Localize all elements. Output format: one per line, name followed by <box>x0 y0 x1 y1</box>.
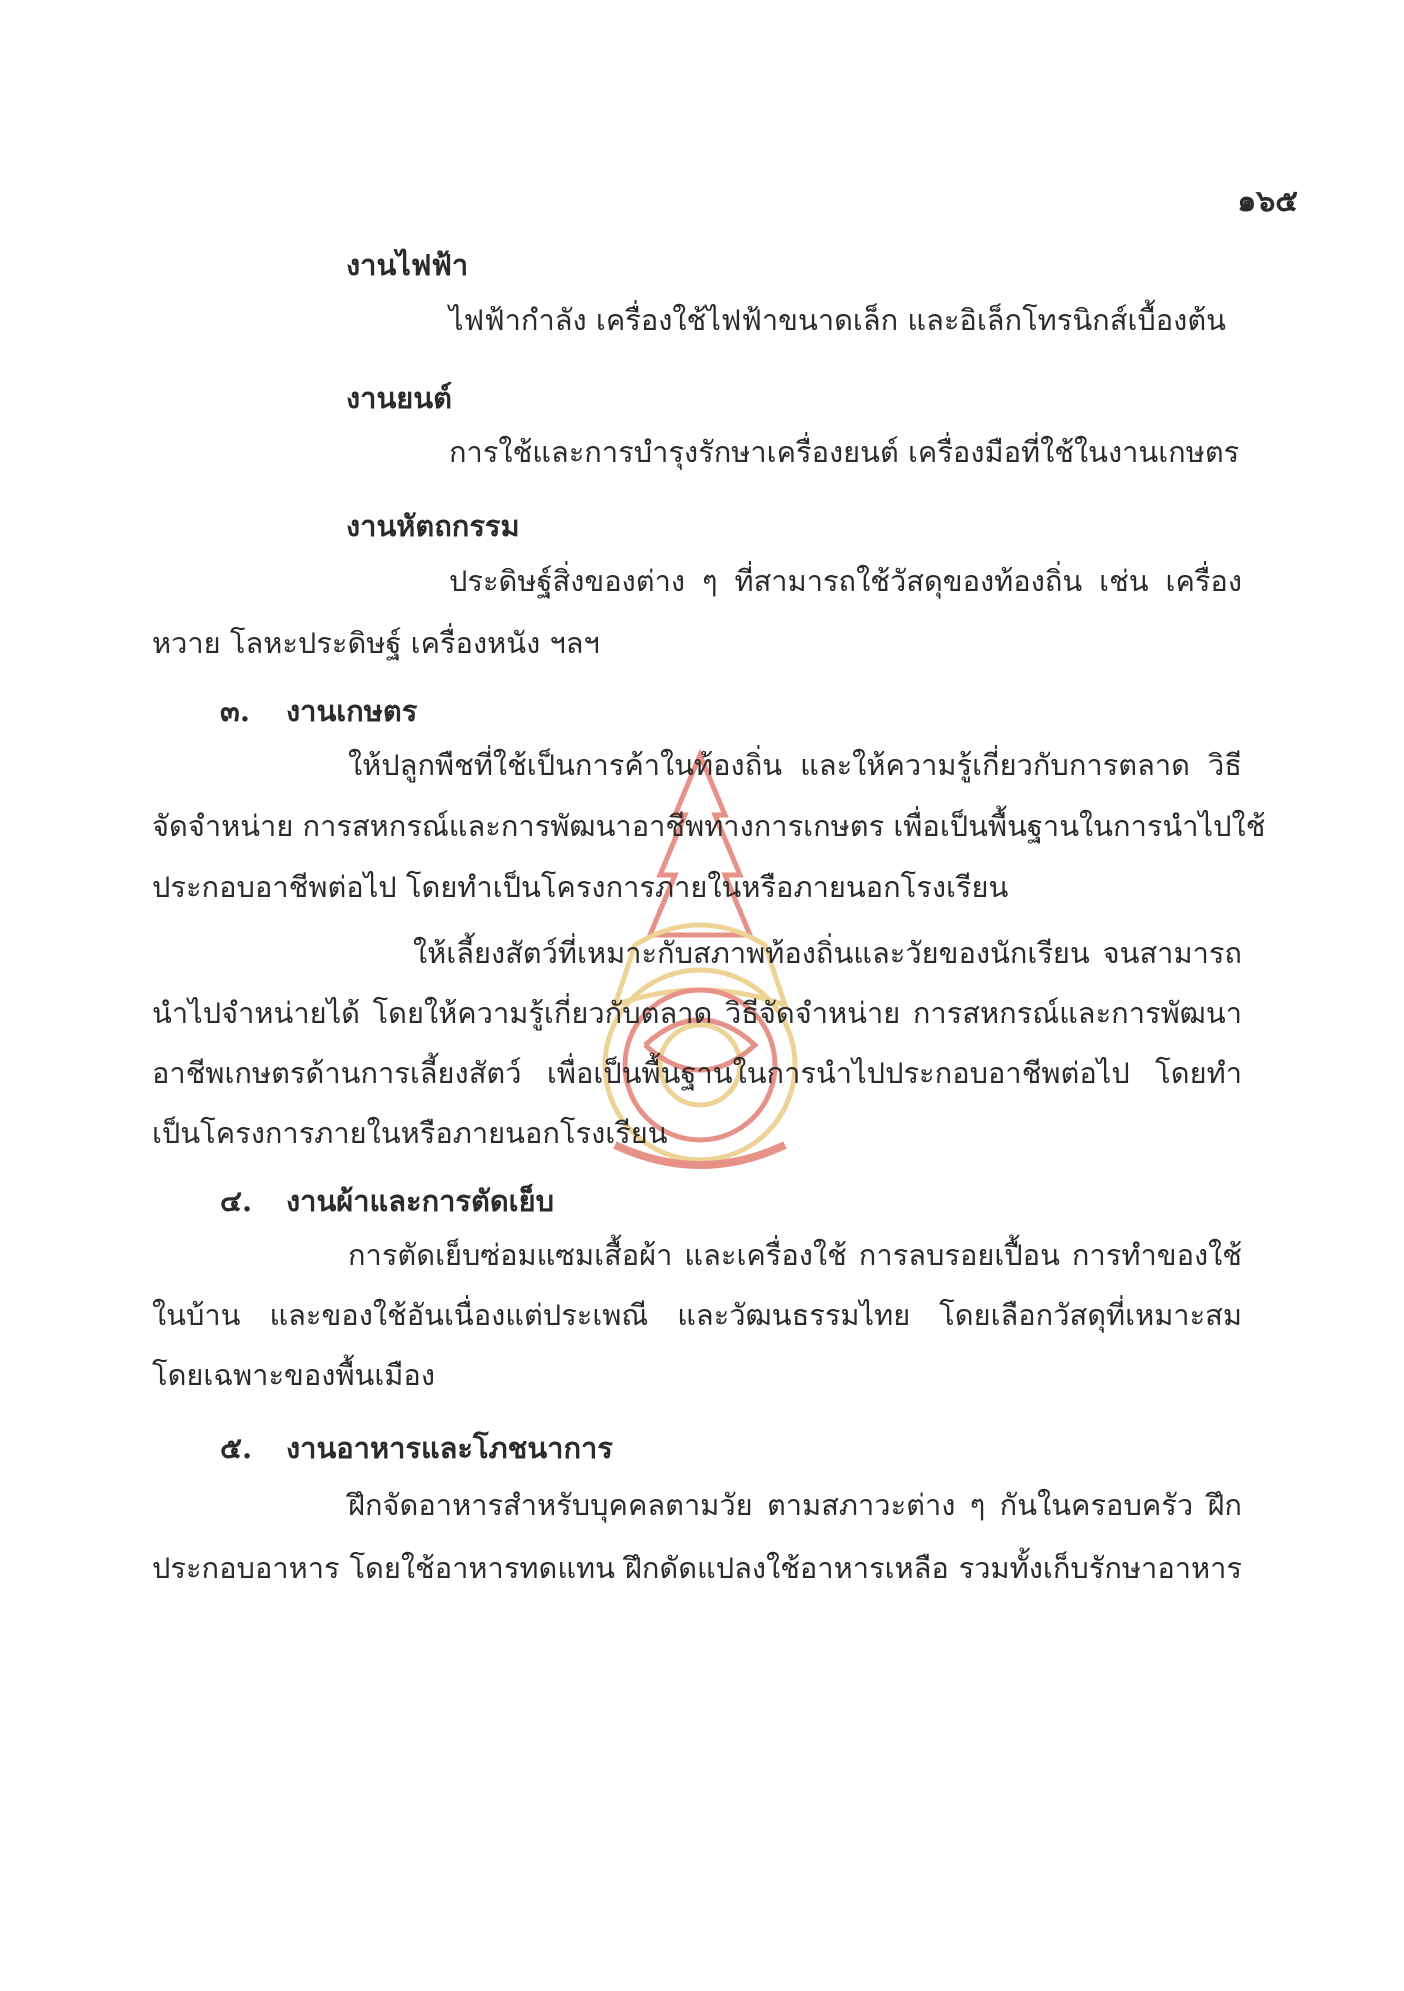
text-electric: ไฟฟ้ากำลัง เครื่องใช้ไฟฟ้าขนาดเล็ก และอิเล็กโทรนิกส์เบื้องต้น <box>449 303 1226 337</box>
text-sewing-line2: ในบ้าน และของใช้อันเนื่องแต่ประเพณี และวัฒนธรรมไทย โดยเลือกวัสดุที่เหมาะสม <box>152 1298 1242 1332</box>
heading-craft: งานหัตถกรรม <box>346 509 520 543</box>
section-number: ๔. <box>220 1184 253 1218</box>
text-agri-p2-line4: เป็นโครงการภายในหรือภายนอกโรงเรียน <box>152 1116 668 1150</box>
heading-agriculture <box>220 688 417 734</box>
text-agri-p2-line2: นำไปจำหน่ายได้ โดยให้ความรู้เกี่ยวกับตลาด วิธีจัดจำหน่าย การสหกรณ์และการพัฒนา <box>152 996 1242 1030</box>
text-craft-line2: หวาย โลหะประดิษฐ์ เครื่องหนัง ฯลฯ <box>152 626 600 660</box>
section-title: งานเกษตร <box>286 694 418 728</box>
text-craft-line1: ประดิษฐ์สิ่งของต่าง ๆ ที่สามารถใช้วัสดุของท้องถิ่น เช่น เครื่อง <box>449 564 1242 598</box>
heading-electric: งานไฟฟ้า <box>346 248 469 282</box>
heading-food <box>220 1425 613 1471</box>
text-agri-p2-line1: ให้เลี้ยงสัตว์ที่เหมาะกับสภาพท้องถิ่นและวัยของนักเรียน จนสามารถ <box>413 936 1242 970</box>
text-engine: การใช้และการบำรุงรักษาเครื่องยนต์ เครื่องมือที่ใช้ในงานเกษตร <box>449 435 1240 469</box>
page-number: ๑๖๕ <box>1237 184 1298 219</box>
heading-engine: งานยนต์ <box>346 381 452 415</box>
text-sewing-line1: การตัดเย็บซ่อมแซมเสื้อผ้า และเครื่องใช้ การลบรอยเปื้อน การทำของใช้ <box>348 1238 1242 1272</box>
text-food-line1: ฝึกจัดอาหารสำหรับบุคคลตามวัย ตามสภาวะต่าง ๆ กันในครอบครัว ฝึก <box>348 1488 1242 1522</box>
text-agri-p1-line1: ให้ปลูกพืชที่ใช้เป็นการค้าในท้องถิ่น และให้ความรู้เกี่ยวกับการตลาด วิธี <box>348 748 1242 782</box>
text-agri-p2-line3: อาชีพเกษตรด้านการเลี้ยงสัตว์ เพื่อเป็นพื้นฐานในการนำไปประกอบอาชีพต่อไป โดยทำ <box>152 1056 1242 1090</box>
section-title: งานอาหารและโภชนาการ <box>286 1431 613 1465</box>
text-agri-p1-line3: ประกอบอาชีพต่อไป โดยทำเป็นโครงการภายในหรือภายนอกโรงเรียน <box>152 870 1009 904</box>
section-title: งานผ้าและการตัดเย็บ <box>286 1184 554 1218</box>
text-sewing-line3: โดยเฉพาะของพื้นเมือง <box>152 1358 435 1392</box>
heading-sewing <box>220 1178 554 1224</box>
text-food-line2: ประกอบอาหาร โดยใช้อาหารทดแทน ฝึกดัดแปลงใช้อาหารเหลือ รวมทั้งเก็บรักษาอาหาร <box>152 1551 1242 1585</box>
text-agri-p1-line2: จัดจำหน่าย การสหกรณ์และการพัฒนาอาชีพทางการเกษตร เพื่อเป็นพื้นฐานในการนำไปใช้ <box>152 809 1266 843</box>
section-number: ๓. <box>220 694 250 728</box>
section-number: ๕. <box>220 1431 253 1465</box>
